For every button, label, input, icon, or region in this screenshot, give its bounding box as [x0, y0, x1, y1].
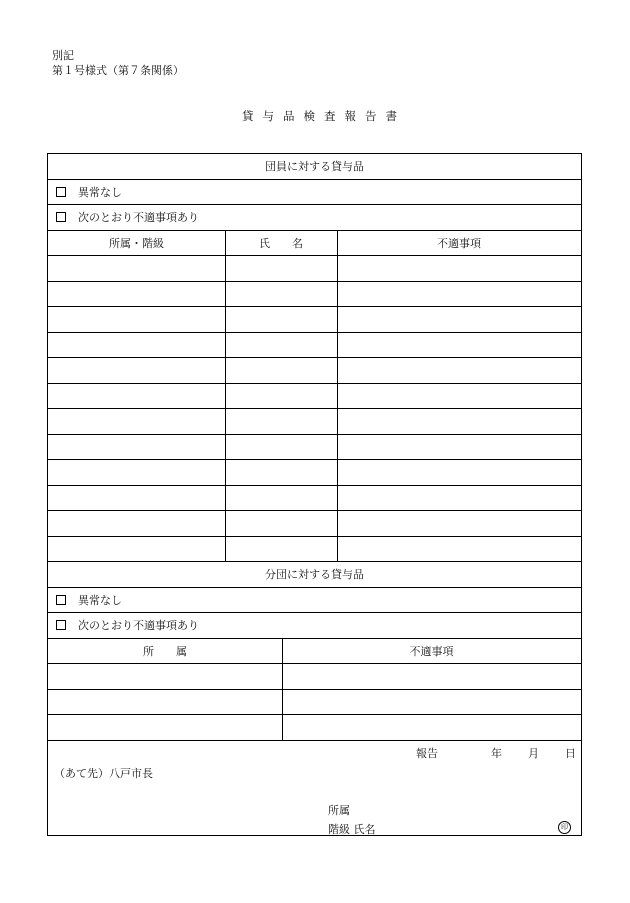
document-title: 貸与品検査報告書: [242, 109, 406, 123]
nonconformity-cell[interactable]: [282, 690, 581, 715]
section2-title: 分団に対する貸与品: [265, 568, 364, 581]
column-nonconformity: 不適事項: [437, 237, 481, 250]
nonconformity-cell[interactable]: [337, 435, 581, 460]
checkbox-icon[interactable]: [56, 212, 66, 222]
name-cell[interactable]: [225, 409, 337, 434]
name-cell[interactable]: [225, 486, 337, 511]
affiliation-cell[interactable]: [48, 664, 282, 689]
affiliation-rank-cell[interactable]: [48, 460, 225, 485]
affiliation-rank-cell[interactable]: [48, 511, 225, 536]
inspection-form: [47, 153, 582, 836]
affiliation-rank-cell[interactable]: [48, 537, 225, 562]
name-cell[interactable]: [225, 511, 337, 536]
affiliation-rank-cell[interactable]: [48, 358, 225, 383]
column-name: 氏 名: [259, 237, 303, 250]
nonconformity-cell[interactable]: [337, 358, 581, 383]
nonconformity-cell[interactable]: [337, 256, 581, 281]
table-row: [48, 664, 581, 690]
report-footer: [48, 741, 581, 834]
section1-column-header: [48, 231, 581, 256]
name-cell[interactable]: [225, 460, 337, 485]
name-cell[interactable]: [225, 384, 337, 409]
table-row: [48, 307, 581, 333]
section1-title: 団員に対する貸与品: [265, 160, 364, 173]
nonconformity-cell[interactable]: [337, 384, 581, 409]
section1-option-ok-row[interactable]: [48, 180, 581, 205]
section1-option-ng-row[interactable]: [48, 205, 581, 231]
affiliation-rank-cell[interactable]: [48, 307, 225, 332]
name-cell[interactable]: [225, 435, 337, 460]
addressee: （あて先）八戸市長: [54, 767, 153, 780]
section1-option-ok-label: 異常なし: [78, 186, 122, 199]
name-cell[interactable]: [225, 333, 337, 358]
section2-option-ok-label: 異常なし: [78, 594, 122, 607]
section1-option-ng-label: 次のとおり不適事項あり: [78, 211, 199, 224]
table-row: [48, 256, 581, 282]
year-label: 年: [491, 747, 502, 760]
affiliation-rank-cell[interactable]: [48, 282, 225, 307]
table-row: [48, 690, 581, 716]
section1-header: [48, 154, 581, 180]
table-row: [48, 282, 581, 308]
affiliation-rank-cell[interactable]: [48, 384, 225, 409]
table-row: [48, 460, 581, 486]
name-cell[interactable]: [225, 537, 337, 562]
nonconformity-cell[interactable]: [337, 307, 581, 332]
checkbox-icon[interactable]: [56, 595, 66, 605]
month-label: 月: [528, 747, 539, 760]
affiliation-rank-cell[interactable]: [48, 486, 225, 511]
name-cell[interactable]: [225, 282, 337, 307]
nonconformity-cell[interactable]: [337, 511, 581, 536]
affiliation-rank-cell[interactable]: [48, 333, 225, 358]
nonconformity-cell[interactable]: [337, 409, 581, 434]
column-affiliation: 所 属: [143, 645, 187, 658]
checkbox-icon[interactable]: [56, 187, 66, 197]
table-row: [48, 358, 581, 384]
name-cell[interactable]: [225, 358, 337, 383]
nonconformity-cell[interactable]: [337, 537, 581, 562]
table-row: [48, 486, 581, 512]
day-label: 日: [565, 747, 576, 760]
table-row: [48, 511, 581, 537]
nonconformity-cell[interactable]: [282, 715, 581, 740]
affiliation-rank-cell[interactable]: [48, 409, 225, 434]
table-row: [48, 715, 581, 741]
nonconformity-cell[interactable]: [337, 460, 581, 485]
form-number-label: 第１号様式（第７条関係）: [52, 64, 184, 77]
table-row: [48, 537, 581, 563]
nonconformity-cell[interactable]: [282, 664, 581, 689]
column-nonconformity: 不適事項: [409, 645, 454, 658]
affiliation-cell[interactable]: [48, 690, 282, 715]
table-row: [48, 333, 581, 359]
seal-icon: 印: [558, 821, 571, 834]
form-annex-label: 別記: [52, 49, 74, 62]
checkbox-icon[interactable]: [56, 620, 66, 630]
affiliation-rank-cell[interactable]: [48, 256, 225, 281]
table-row: [48, 384, 581, 410]
affiliation-rank-cell[interactable]: [48, 435, 225, 460]
section2-option-ng-label: 次のとおり不適事項あり: [78, 619, 199, 632]
affiliation-label: 所属: [328, 804, 350, 817]
rank-name-label: 階級 氏名: [328, 823, 376, 836]
section2-option-ng-row[interactable]: [48, 613, 581, 639]
section2-header: [48, 562, 581, 588]
report-label: 報告: [416, 747, 438, 760]
section2-option-ok-row[interactable]: [48, 588, 581, 613]
nonconformity-cell[interactable]: [337, 282, 581, 307]
name-cell[interactable]: [225, 256, 337, 281]
column-affiliation-rank: 所属・階級: [109, 237, 164, 250]
nonconformity-cell[interactable]: [337, 333, 581, 358]
name-cell[interactable]: [225, 307, 337, 332]
affiliation-cell[interactable]: [48, 715, 282, 740]
table-row: [48, 409, 581, 435]
nonconformity-cell[interactable]: [337, 486, 581, 511]
table-row: [48, 435, 581, 461]
section2-column-header: [48, 639, 581, 664]
